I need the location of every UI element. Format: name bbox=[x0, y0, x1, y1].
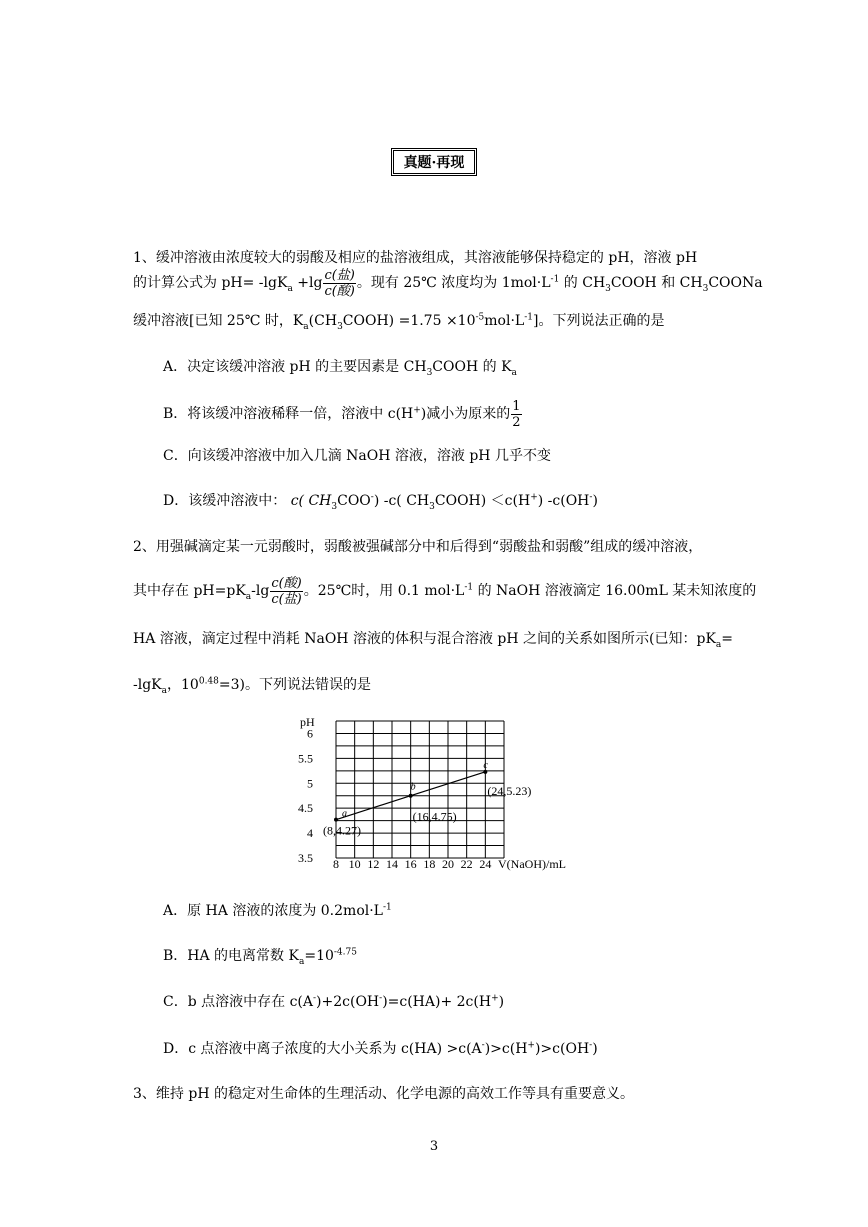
q2-text: )>c(OH bbox=[534, 1041, 590, 1057]
q2-sup: -1 bbox=[382, 902, 392, 913]
q1-sup: + bbox=[413, 405, 421, 416]
q2-frac-den: c(盐) bbox=[271, 591, 302, 607]
y-tick-label: 5.5 bbox=[298, 751, 313, 766]
q2-option-b bbox=[163, 947, 357, 965]
q1-sup: - bbox=[589, 492, 593, 503]
q1-sub: 3 bbox=[426, 367, 433, 378]
q2-fraction bbox=[270, 576, 302, 607]
q1-frac-num: 1 bbox=[512, 398, 521, 414]
q2-sup: + bbox=[527, 1040, 535, 1051]
q1-text: D．该缓冲溶液中： bbox=[163, 493, 287, 509]
x-tick-label: 12 bbox=[367, 857, 380, 871]
chart-ylabel: pH bbox=[300, 715, 315, 729]
q1-text: c( CH bbox=[290, 493, 332, 509]
q2-text: A．原 HA 溶液的浓度为 0.2mol·L bbox=[163, 903, 383, 919]
q1-sup: -1 bbox=[524, 312, 533, 323]
y-tick-label: 4 bbox=[307, 826, 313, 841]
q1-text: ) -c(OH bbox=[537, 493, 590, 509]
q2-text: 的 NaOH 溶液滴定 16.00mL 某未知浓度的 bbox=[473, 583, 757, 599]
q1-text: ) -c( CH bbox=[373, 493, 430, 509]
ph-titration-chart bbox=[280, 712, 590, 874]
q1-text: COO bbox=[337, 493, 371, 509]
q2-option-d bbox=[163, 1040, 598, 1058]
q1-text: B．将该缓冲溶液稀释一倍，溶液中 c(H bbox=[163, 406, 414, 422]
x-tick-label: 14 bbox=[386, 857, 398, 871]
q2-sub: a bbox=[298, 956, 305, 967]
q2-text: =3)。下列说法错误的是 bbox=[218, 677, 371, 693]
q2-text: HA 溶液，滴定过程中消耗 NaOH 溶液的体积与混合溶液 pH 之间的关系如图所示(已知：pK bbox=[133, 631, 716, 647]
q2-sub: a bbox=[161, 685, 168, 696]
q2-sup: - bbox=[313, 993, 317, 1004]
data-label-b: (16,4.75) bbox=[412, 809, 457, 824]
x-tick-label: 8 bbox=[333, 857, 339, 871]
q1-text: (CH bbox=[308, 313, 338, 329]
q1-sub: 3 bbox=[337, 321, 343, 332]
x-tick-label: 22 bbox=[460, 857, 473, 871]
q1-text: ) bbox=[592, 493, 598, 509]
q1-text: 。现有 25℃ 浓度均为 1mol·L bbox=[356, 275, 551, 291]
x-tick-label: 18 bbox=[423, 857, 436, 871]
q1-option-d bbox=[163, 492, 598, 510]
q2-text: )>c(H bbox=[484, 1041, 528, 1057]
x-tick-label: 20 bbox=[442, 857, 454, 871]
q1-sub: 3 bbox=[331, 501, 338, 512]
q2-text: = bbox=[721, 631, 734, 647]
q2-text: )=c(HA)+ 2c(H bbox=[382, 994, 492, 1010]
x-tick-label: 24 bbox=[479, 857, 492, 871]
q2-line1: 2、用强碱滴定某一元弱酸时，弱酸被强碱部分中和后得到“弱酸盐和弱酸”组成的缓冲溶液， bbox=[133, 539, 703, 555]
q1-sub: a bbox=[287, 283, 293, 294]
q2-option-c bbox=[163, 993, 504, 1011]
point-name-c: c bbox=[483, 759, 488, 771]
q1-text: 的计算公式为 pH= -lgK bbox=[133, 275, 288, 291]
q1-text: ]。下列说法正确的是 bbox=[532, 313, 665, 329]
q2-sup: - bbox=[481, 1040, 485, 1051]
chart-xlabel: V(NaOH)/mL bbox=[498, 857, 566, 871]
q2-sup: - bbox=[589, 1040, 593, 1051]
q2-text: )+2c(OH bbox=[316, 994, 380, 1010]
q2-text: ，10 bbox=[167, 677, 199, 693]
q1-half-fraction bbox=[511, 399, 521, 430]
q1-sub: 3 bbox=[605, 283, 611, 294]
chart-grid bbox=[336, 721, 504, 858]
q1-sub: 3 bbox=[702, 283, 709, 294]
q1-option-c: C．向该缓冲溶液中加入几滴 NaOH 溶液，溶液 pH 几乎不变 bbox=[163, 448, 551, 464]
q1-sup: - bbox=[370, 492, 374, 503]
q2-line2 bbox=[133, 574, 756, 608]
x-tick-label: 16 bbox=[404, 857, 417, 871]
q1-sup: -1 bbox=[550, 274, 560, 285]
q2-text: -lgK bbox=[133, 677, 162, 693]
q1-frac-den: c(酸) bbox=[324, 283, 355, 299]
x-tick-label: 10 bbox=[348, 857, 361, 871]
q3-line1: 3、维持 pH 的稳定对生命体的生理活动、化学电源的高效工作等具有重要意义。 bbox=[133, 1086, 634, 1102]
q2-text: =10 bbox=[304, 948, 334, 964]
q1-sub: a bbox=[303, 321, 309, 332]
data-label-c: (24,5.23) bbox=[487, 783, 532, 798]
q2-option-a bbox=[163, 902, 392, 920]
section-title: 真题·再现 bbox=[391, 148, 477, 176]
y-tick-label: 4.5 bbox=[298, 801, 313, 816]
q1-sup: -5 bbox=[475, 312, 485, 323]
y-tick-label: 3.5 bbox=[298, 851, 313, 865]
q1-text: COOH) ＜c(H bbox=[434, 493, 531, 509]
q1-text: )减小为原来的 bbox=[420, 406, 511, 422]
q1-sup: + bbox=[530, 492, 538, 503]
y-tick-label: 6 bbox=[307, 726, 313, 741]
q1-text: 的 CH bbox=[559, 275, 606, 291]
q1-sub: a bbox=[511, 367, 517, 378]
data-point-b bbox=[409, 794, 413, 798]
q2-sup: 0.48 bbox=[198, 676, 219, 687]
q1-option-a bbox=[163, 358, 517, 376]
chart-ticks bbox=[298, 726, 491, 871]
page-number: 3 bbox=[429, 1139, 439, 1154]
point-name-b: b bbox=[410, 781, 416, 793]
q1-text: COOH 的 K bbox=[432, 359, 512, 375]
q1-line1: 1、缓冲溶液由浓度较大的弱酸及相应的盐溶液组成，其溶液能够保持稳定的 pH，溶液 pH bbox=[133, 250, 698, 266]
q2-sub: a bbox=[245, 591, 252, 602]
data-point-a bbox=[334, 818, 338, 822]
q2-line3 bbox=[133, 630, 733, 648]
q1-text: mol·L bbox=[484, 313, 525, 329]
q1-text: +lg bbox=[292, 275, 323, 291]
q1-frac-num: c(盐) bbox=[324, 267, 355, 283]
q1-text: COOH 和 CH bbox=[610, 275, 703, 291]
q1-text: 缓冲溶液[已知 25℃ 时，K bbox=[133, 313, 304, 329]
q2-text: D．c 点溶液中离子浓度的大小关系为 c(HA) >c(A bbox=[163, 1041, 482, 1057]
q1-fraction bbox=[323, 268, 355, 299]
q2-frac-num: c(酸) bbox=[271, 575, 302, 591]
q1-line2 bbox=[133, 266, 763, 300]
q2-line4 bbox=[133, 676, 371, 694]
q2-text: ) bbox=[592, 1041, 598, 1057]
q2-sup: - bbox=[379, 993, 383, 1004]
q2-sup: -4.75 bbox=[333, 947, 357, 958]
data-label-a: (8,4.27) bbox=[323, 823, 361, 838]
point-name-a: a bbox=[342, 808, 347, 820]
q2-text: ) bbox=[498, 994, 505, 1010]
q1-text: A．决定该缓冲溶液 pH 的主要因素是 CH bbox=[163, 359, 427, 375]
q2-text: 。25℃时，用 0.1 mol·L bbox=[303, 583, 465, 599]
q2-sub: a bbox=[715, 639, 722, 650]
q1-frac-den: 2 bbox=[512, 414, 521, 430]
q1-text: COONa bbox=[708, 275, 763, 291]
q1-sub: 3 bbox=[429, 501, 435, 512]
q2-text: B．HA 的电离常数 K bbox=[163, 948, 299, 964]
q2-sup: -1 bbox=[464, 582, 474, 593]
q2-text: C．b 点溶液中存在 c(A bbox=[163, 994, 313, 1010]
y-tick-label: 5 bbox=[307, 776, 313, 791]
q2-text: 其中存在 pH=pK bbox=[133, 583, 246, 599]
q1-option-b bbox=[163, 397, 523, 431]
q2-sup: + bbox=[491, 993, 499, 1004]
q2-text: -lg bbox=[251, 583, 270, 599]
q1-line3 bbox=[133, 312, 664, 330]
q1-text: COOH) =1.75 ×10 bbox=[342, 313, 476, 329]
